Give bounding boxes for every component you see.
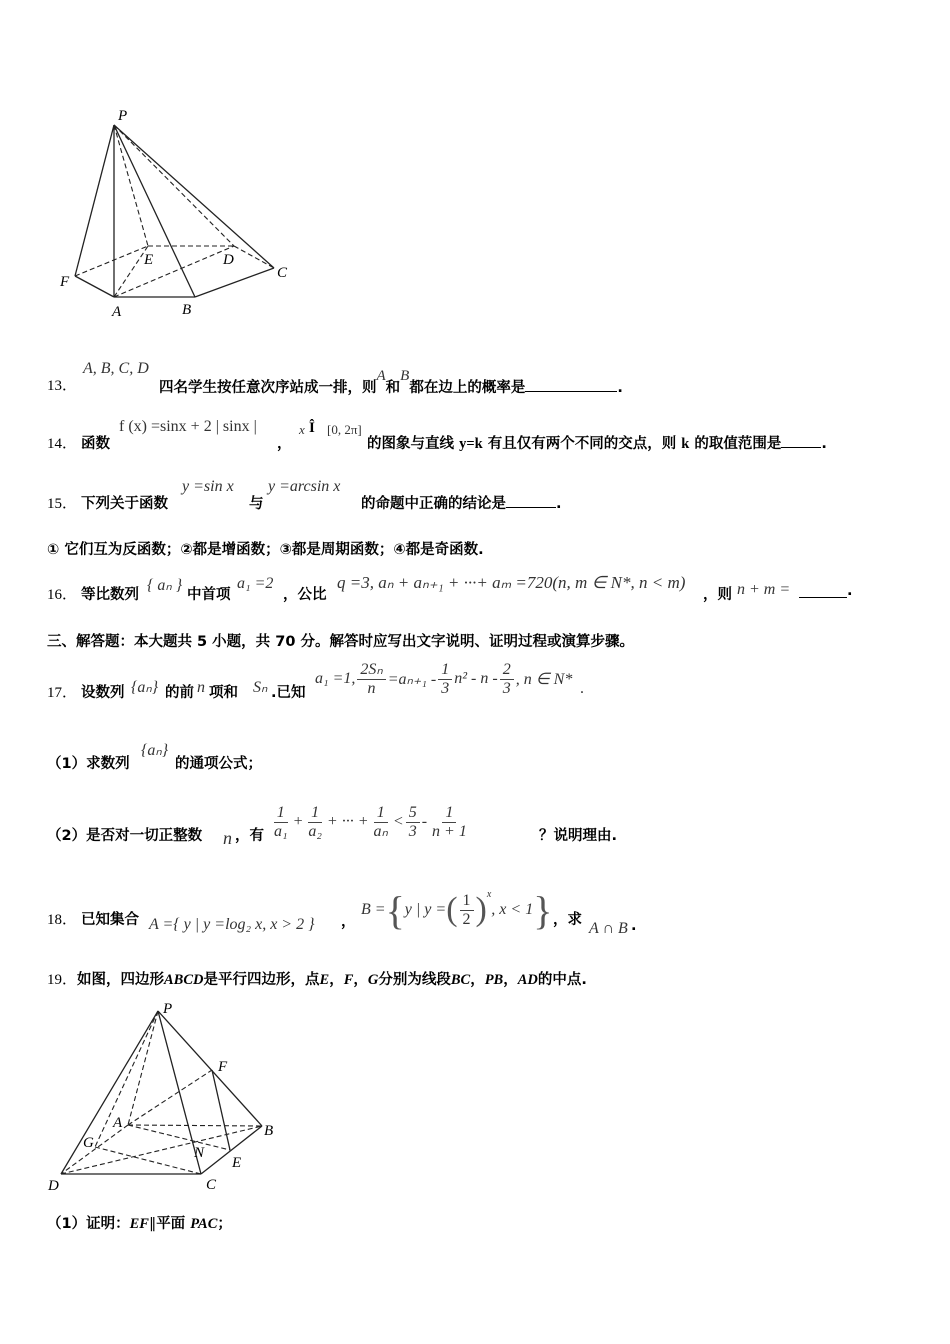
question-18: 18． 已知集合 A ={ y | y =log₂ x, x > 2 } ， B = { y | y = ( $\frac{1}{2}$ ) $^x$ , x < 1 } ，求 A ∩ B . [47,880,667,940]
label-F: F [218,1059,228,1075]
question-number: 13． [47,378,78,394]
label-D: D [223,252,234,268]
math-abcd: A, B, C, D [83,360,149,377]
label-P: P [118,108,128,124]
question-text: 四名学生按任意次序站成一排，则$^A$和$^B$都在边上的概率是 . [159,368,623,396]
math-sin: y =sin x [182,478,234,495]
label-C: C [206,1177,217,1193]
pyramid-diagram-1 [40,100,320,330]
math-function: f (x) =sinx + 2 | sinx | [119,418,257,435]
answer-blank[interactable] [506,493,556,508]
math-recurrence: a₁ =1, $\frac{\text{2Sₙ}}{n}$ =aₙ₊₁ - $\frac{1}{3}$ n² - n - $\frac{2}{3}$ , n ∈ N* . [315,660,585,697]
question-19: 19．如图，四边形ABCD是平行四边形，点E，F，G分别为线段BC，PB，AD的中点. [47,972,587,988]
math-formula: q =3, aₙ + aₙ₊₁ + ···+ aₘ =720(n, m ∈ N*, n < m) [337,573,686,592]
question-19-part-1: （1）证明：EF‖平面 PAC； [47,1216,232,1232]
intersection: A ∩ B [589,920,628,937]
label-P: P [163,1001,173,1017]
question-14: 14． 函数 f (x) =sinx + 2 | sinx | ， x Î [0, 2π] 的图象与直线 y=k 有且仅有两个不同的交点，则 k 的取值范围是 . [47,418,827,452]
label-F: F [60,274,70,290]
question-number: 16． [47,587,78,603]
question-17-part-2: （2）是否对一切正整数 n ，有 $\frac{1}{\text{a₁}}$ + $\frac{1}{\text{a₂}}$ + ··· + $\frac{1}{\text{aₙ}}$ < $\frac{5}{3}$ - $\frac{1}{n + 1}$ ？说明理由. [47,796,607,846]
label-C: C [277,265,288,281]
label-G: G [83,1135,94,1151]
answer-blank[interactable] [781,433,821,448]
label-A: A [113,1115,123,1131]
label-B: B [264,1123,274,1139]
section-heading: 三、解答题：本大题共 5 小题，共 70 分。解答时应写出文字说明、证明过程或演算步骤。 [47,634,634,650]
label-E: E [144,252,154,268]
question-17: 17． 设数列 {aₙ} 的前 n 项和 Sₙ .已知 a₁ =1, $\frac{\text{2Sₙ}}{n}$ =aₙ₊₁ - $\frac{1}{3}$ n² - n - $\frac{2}{3}$ , n ∈ N* . [47,655,667,705]
math-inequality: $\frac{1}{\text{a₁}}$ + $\frac{1}{\text{a₂}}$ + ··· + $\frac{1}{\text{aₙ}}$ < $\frac{5}{3}$ - $\frac{1}{n + 1}$ [274,803,467,840]
question-15-options: ① 它们互为反函数；②都是增函数；③都是周期函数；④都是奇函数. [47,542,484,558]
figure-pyramid-1 [40,100,320,330]
question-number: 17． [47,685,78,701]
answer-blank[interactable] [525,377,617,392]
label-N: N [194,1145,205,1161]
answer-blank[interactable] [799,583,847,598]
question-number: 18． [47,912,78,928]
question-number: 14． [47,436,78,452]
question-text: 的图象与直线 y=k 有且仅有两个不同的交点，则 k 的取值范围是 . [367,432,827,453]
label-D: D [48,1178,59,1194]
label-E: E [232,1155,242,1171]
question-number: 15． [47,496,78,512]
figure-pyramid-2 [40,995,300,1195]
label-B: B [182,302,192,318]
pyramid-diagram-2 [40,995,300,1195]
set-b: B = { y | y = ( $\frac{1}{2}$ ) $^x$ , x < 1 } [361,887,553,933]
set-a: A ={ y | y =log₂ x, x > 2 } [149,916,315,933]
question-number: 19． [47,972,78,988]
label-A: A [112,304,122,320]
math-arcsin: y =arcsin x [268,478,341,495]
